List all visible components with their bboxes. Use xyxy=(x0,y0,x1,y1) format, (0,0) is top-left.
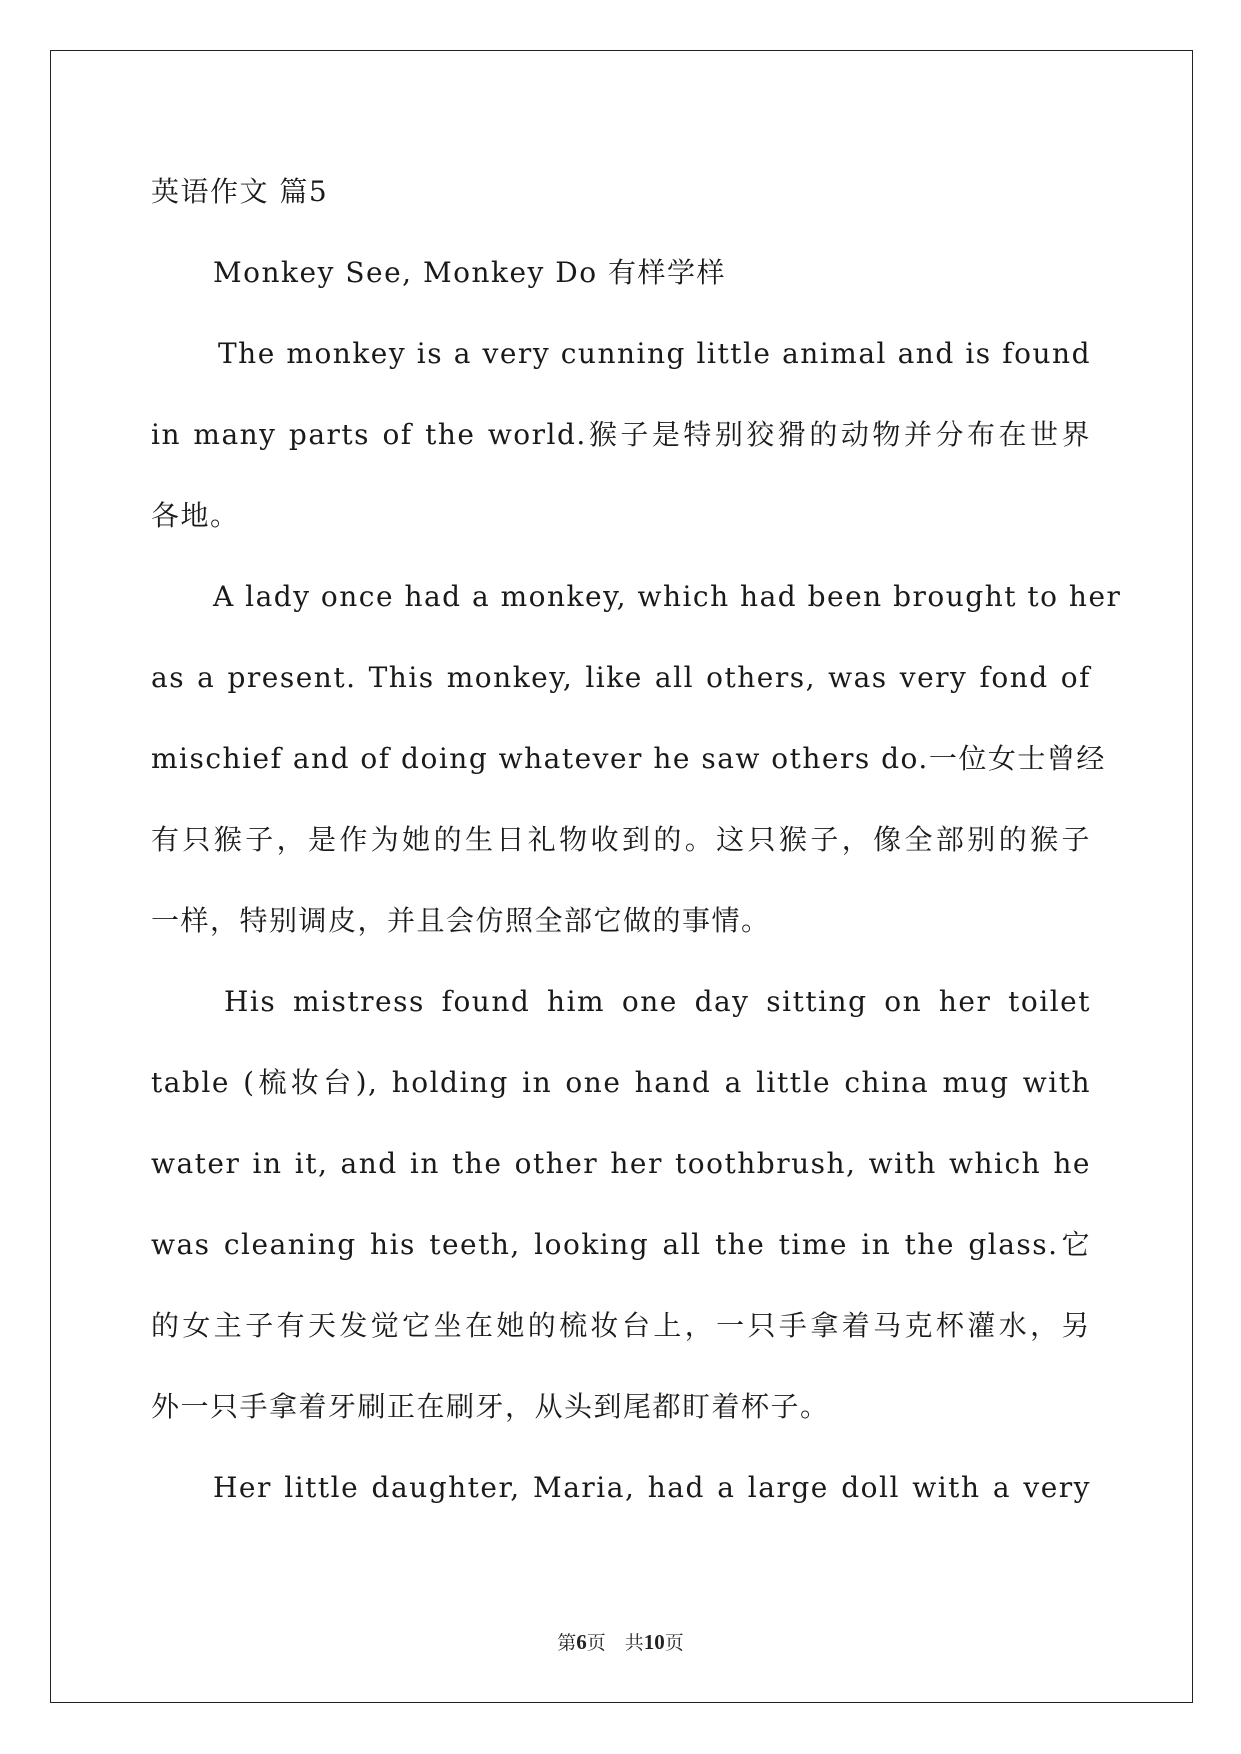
footer-mid: 页 共 xyxy=(586,1632,644,1654)
paragraph-line: mischief and of doing whatever he saw others do.一位女士曾经 xyxy=(151,742,1106,775)
section-heading: 英语作文 篇5 xyxy=(151,175,329,208)
essay-title: Monkey See, Monkey Do 有样学样 xyxy=(213,256,726,289)
paragraph-line: 有只猴子，是作为她的生日礼物收到的。这只猴子，像全部别的猴子 xyxy=(151,823,1091,856)
paragraph-line: 的女主子有天发觉它坐在她的梳妆台上，一只手拿着马克杯灌水，另 xyxy=(151,1309,1091,1342)
paragraph-line: The monkey is a very cunning little animal and is found xyxy=(218,337,1091,370)
current-page-number: 6 xyxy=(576,1630,587,1654)
footer-prefix: 第 xyxy=(557,1632,577,1654)
paragraph-line: 一样，特别调皮，并且会仿照全部它做的事情。 xyxy=(151,904,771,937)
paragraph-line: 外一只手拿着牙刷正在刷牙，从头到尾都盯着杯子。 xyxy=(151,1390,830,1423)
paragraph-line: table (梳妆台), holding in one hand a little china mug with xyxy=(151,1066,1091,1099)
paragraph-line: 各地。 xyxy=(151,499,240,532)
paragraph-line: A lady once had a monkey, which had been brought to her xyxy=(213,580,1122,613)
paragraph-line: in many parts of the world.猴子是特别狡猾的动物并分布在世界 xyxy=(151,418,1091,451)
paragraph-line: was cleaning his teeth, looking all the time in the glass.它 xyxy=(151,1228,1091,1261)
page-border xyxy=(50,50,1193,1703)
paragraph-line: His mistress found him one day sitting on her toilet xyxy=(224,985,1091,1018)
paragraph-line: Her little daughter, Maria, had a large doll with a very xyxy=(213,1471,1091,1504)
total-page-number: 10 xyxy=(643,1630,665,1654)
page-number-footer xyxy=(0,1628,1241,1655)
footer-suffix: 页 xyxy=(664,1632,684,1654)
paragraph-line: as a present. This monkey, like all others, was very fond of xyxy=(151,661,1091,694)
paragraph-line: water in it, and in the other her toothbrush, with which he xyxy=(151,1147,1091,1180)
